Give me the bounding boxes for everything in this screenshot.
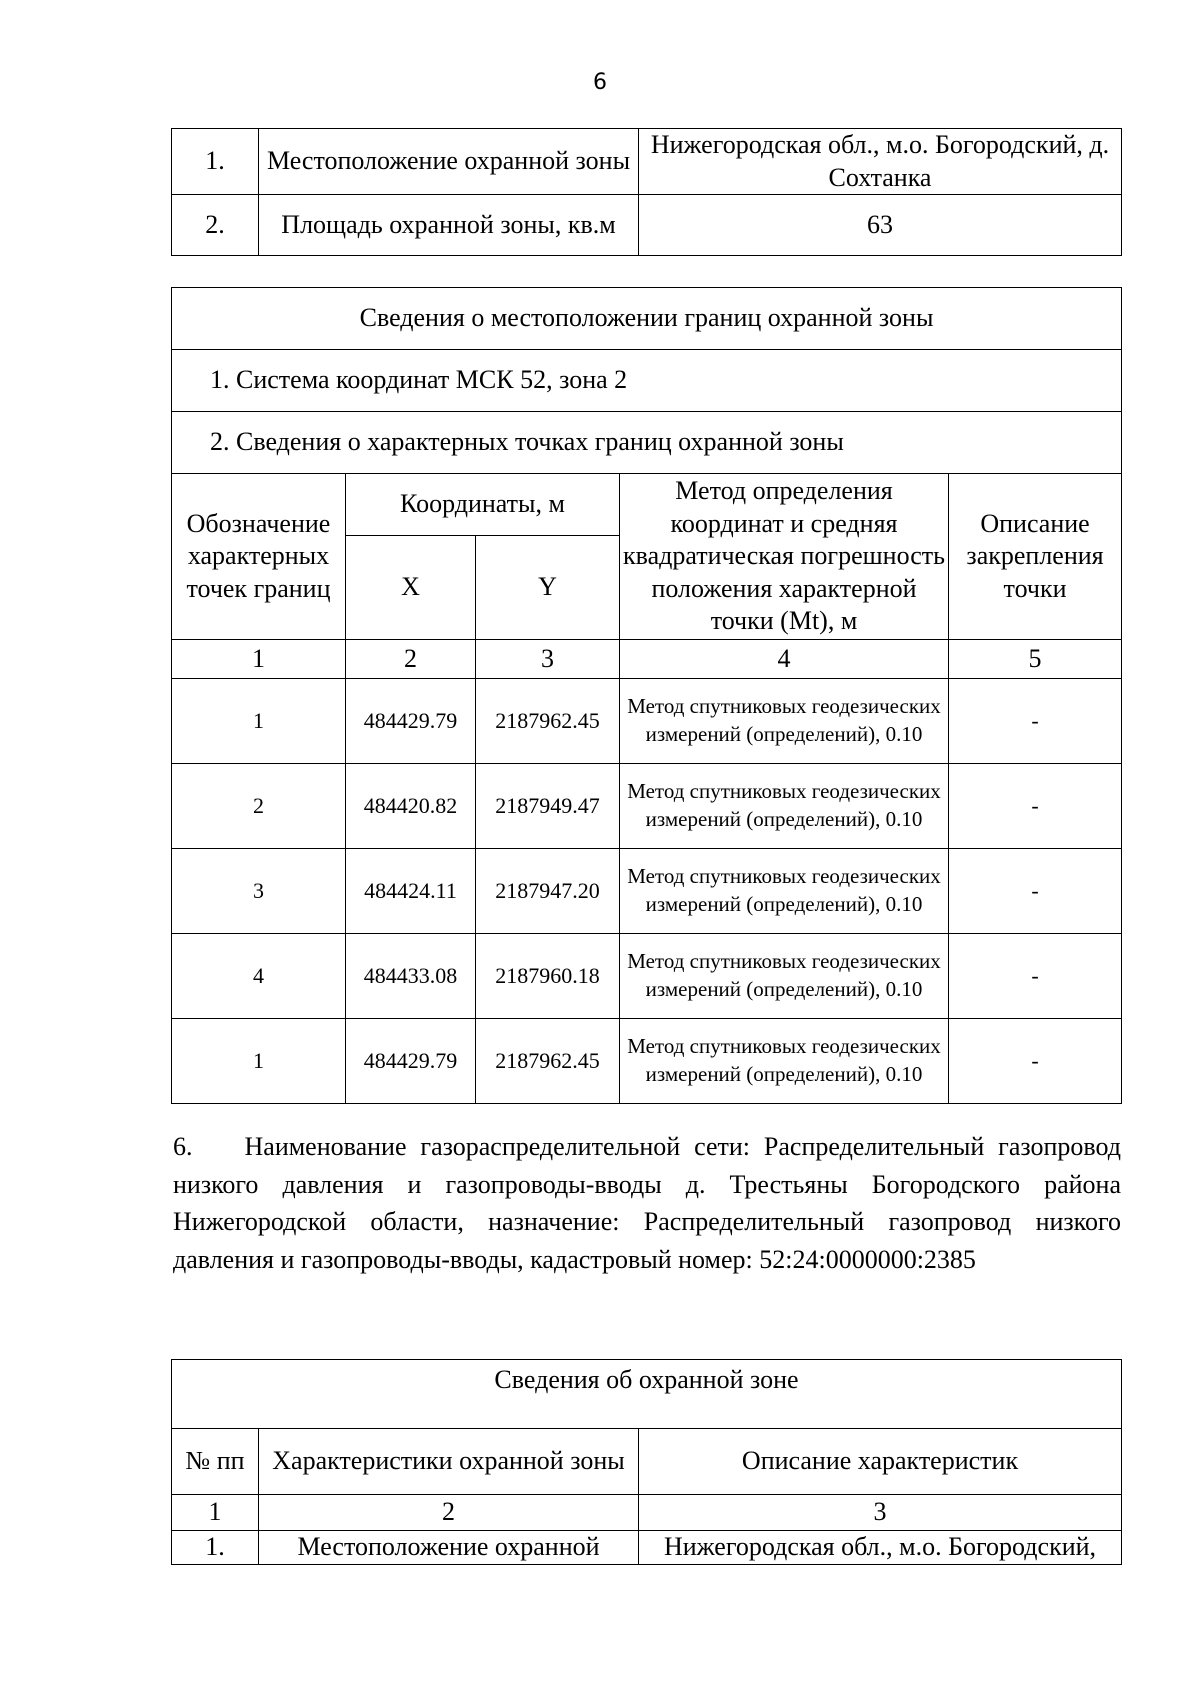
- point-id: 2: [172, 764, 346, 849]
- point-id: 1: [172, 679, 346, 764]
- row-number: 1.: [172, 129, 259, 195]
- table-title-row: [172, 1360, 1122, 1429]
- table-row: [172, 679, 1122, 764]
- table-row: [172, 129, 1122, 195]
- table-row: [172, 195, 1122, 256]
- header-row: [172, 1429, 1122, 1495]
- column-number: 2: [346, 640, 476, 679]
- zone-info-table: [171, 1359, 1122, 1565]
- method: Метод спутниковых геодезических измерений (определений), 0.10: [620, 764, 949, 849]
- page-number: 6: [593, 70, 607, 95]
- column-numbers-row: [172, 640, 1122, 679]
- header-y: Y: [476, 536, 620, 640]
- header-designation: Обозначение характерных точек границ: [172, 474, 346, 640]
- coord-x: 484429.79: [346, 1019, 476, 1104]
- header-characteristics: Характеристики охранной зоны: [259, 1429, 639, 1495]
- coord-y: 2187949.47: [476, 764, 620, 849]
- table-title: Сведения об охранной зоне: [172, 1360, 1122, 1429]
- column-number: 3: [476, 640, 620, 679]
- row-label: Местоположение охранной зоны: [259, 129, 639, 195]
- method: Метод спутниковых геодезических измерений (определений), 0.10: [620, 1019, 949, 1104]
- column-number: 3: [639, 1495, 1122, 1531]
- column-number: 4: [620, 640, 949, 679]
- point-id: 1: [172, 1019, 346, 1104]
- row-value: Нижегородская обл., м.о. Богородский, д. Сохтанка: [639, 129, 1122, 195]
- coord-y: 2187962.45: [476, 679, 620, 764]
- row-number: 2.: [172, 195, 259, 256]
- fixing-description: -: [949, 679, 1122, 764]
- points-title-row: [172, 412, 1122, 474]
- header-row: [172, 474, 1122, 536]
- coord-x: 484420.82: [346, 764, 476, 849]
- method: Метод спутниковых геодезических измерений (определений), 0.10: [620, 934, 949, 1019]
- header-coordinates: Координаты, м: [346, 474, 620, 536]
- column-number: 2: [259, 1495, 639, 1531]
- row-label: Площадь охранной зоны, кв.м: [259, 195, 639, 256]
- fixing-description: -: [949, 764, 1122, 849]
- row-value: 63: [639, 195, 1122, 256]
- coord-y: 2187960.18: [476, 934, 620, 1019]
- header-description: Описание характеристик: [639, 1429, 1122, 1495]
- table-title: Сведения о местоположении границ охранной зоны: [172, 288, 1122, 350]
- boundary-coordinates-table: [171, 287, 1122, 1104]
- column-number: 1: [172, 1495, 259, 1531]
- header-num: № пп: [172, 1429, 259, 1495]
- fixing-description: -: [949, 849, 1122, 934]
- table-row: [172, 849, 1122, 934]
- coord-y: 2187962.45: [476, 1019, 620, 1104]
- column-number: 1: [172, 640, 346, 679]
- table-title-row: [172, 288, 1122, 350]
- coord-x: 484424.11: [346, 849, 476, 934]
- header-method: Метод определения координат и средняя квадратическая погрешность положения характерной точки (Mt), м: [620, 474, 949, 640]
- fixing-description: -: [949, 1019, 1122, 1104]
- header-description: Описание закрепления точки: [949, 474, 1122, 640]
- coordinate-system: 1. Система координат МСК 52, зона 2: [172, 350, 1122, 412]
- row-label: Местоположение охранной: [259, 1531, 639, 1565]
- point-id: 3: [172, 849, 346, 934]
- coord-y: 2187947.20: [476, 849, 620, 934]
- coord-x: 484433.08: [346, 934, 476, 1019]
- points-title: 2. Сведения о характерных точках границ охранной зоны: [172, 412, 1122, 474]
- network-name-paragraph: 6. Наименование газораспределительной сети: Распределительный газопровод низкого давления и газопроводы-вводы д. Трестьяны Богородского района Нижегородской области, назначение: Распределительный газопровод низкого давления и газопроводы-вводы, кадастровый номер: 52:24:0000000:2385: [173, 1132, 1121, 1274]
- coord-x: 484429.79: [346, 679, 476, 764]
- table-row: [172, 764, 1122, 849]
- zone-summary-table: [171, 128, 1122, 256]
- table-row: [172, 1531, 1122, 1565]
- row-value: Нижегородская обл., м.о. Богородский,: [639, 1531, 1122, 1565]
- column-numbers-row: [172, 1495, 1122, 1531]
- column-number: 5: [949, 640, 1122, 679]
- table-row: [172, 934, 1122, 1019]
- fixing-description: -: [949, 934, 1122, 1019]
- method: Метод спутниковых геодезических измерений (определений), 0.10: [620, 679, 949, 764]
- point-id: 4: [172, 934, 346, 1019]
- coordinate-system-row: [172, 350, 1122, 412]
- header-x: X: [346, 536, 476, 640]
- table-row: [172, 1019, 1122, 1104]
- row-number: 1.: [172, 1531, 259, 1565]
- method: Метод спутниковых геодезических измерений (определений), 0.10: [620, 849, 949, 934]
